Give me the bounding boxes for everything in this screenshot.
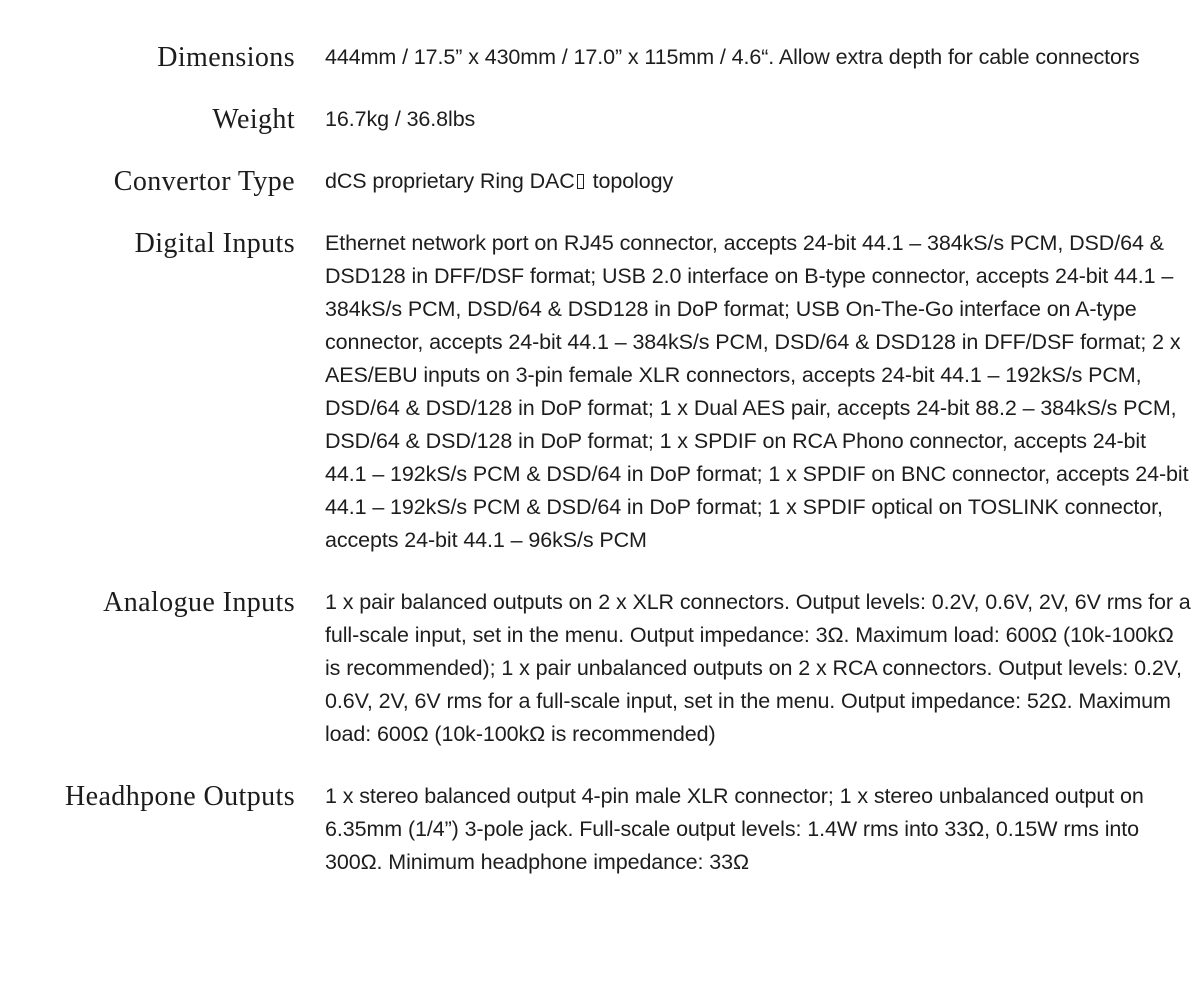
spec-value-text-before-glyph: dCS proprietary Ring DAC [325, 169, 575, 193]
spec-label-digital-inputs: Digital Inputs [134, 228, 295, 259]
spec-row-dimensions [0, 41, 1200, 74]
spec-value-dimensions: 444mm / 17.5” x 430mm / 17.0” x 115mm / 4.6“. Allow extra depth for cable connectors [325, 45, 1140, 69]
spec-value-digital-inputs: Ethernet network port on RJ45 connector, accepts 24-bit 44.1 – 384kS/s PCM, DSD/64 & DSD128 in DFF/DSF format; USB 2.0 interface on B-type connector, accepts 24-bit 44.1 – 384kS/s PCM, DSD/64 & DSD128 in DoP format; USB On-The-Go interface on A-type connector, accepts 24-bit 44.1 – 384kS/s PCM, DSD/64 & DSD128 in DFF/DSF format; 2 x AES/EBU inputs on 3-pin female XLR connectors, accepts 24-bit 44.1 – 192kS/s PCM, DSD/64 & DSD/128 in DoP format; 1 x Dual AES pair, accepts 24-bit 88.2 – 384kS/s PCM, DSD/64 & DSD/128 in DoP format; 1 x SPDIF on RCA Phono connector, accepts 24-bit 44.1 – 192kS/s PCM & DSD/64 in DoP format; 1 x SPDIF on BNC connector, accepts 24-bit 44.1 – 192kS/s PCM & DSD/64 in DoP format; 1 x SPDIF optical on TOSLINK connector, accepts 24-bit 44.1 – 96kS/s PCM [325, 231, 1189, 552]
spec-row-digital-inputs [0, 227, 1200, 557]
missing-glyph-box-icon [577, 174, 584, 189]
spec-row-headphone-outputs [0, 780, 1200, 879]
spec-value-analogue-inputs: 1 x pair balanced outputs on 2 x XLR connectors. Output levels: 0.2V, 0.6V, 2V, 6V rms for a full-scale input, set in the menu. Output impedance: 3Ω. Maximum load: 600Ω (10k-100kΩ is recommended); 1 x pair unbalanced outputs on 2 x RCA connectors. Output levels: 0.2V, 0.6V, 2V, 6V rms for a full-scale input, set in the menu. Output impedance: 52Ω. Maximum load: 600Ω (10k-100kΩ is recommended) [325, 590, 1191, 746]
spec-row-weight [0, 103, 1200, 136]
spec-value-weight: 16.7kg / 36.8lbs [325, 107, 476, 131]
spec-label-weight: Weight [212, 104, 295, 135]
spec-label-headphone-outputs: Headhpone Outputs [65, 781, 295, 812]
spec-value-convertor-type [325, 165, 1193, 198]
spec-row-analogue-inputs [0, 586, 1200, 751]
spec-label-convertor-type: Convertor Type [113, 166, 295, 197]
spec-value-text-after-glyph: topology [586, 169, 674, 193]
spec-label-analogue-inputs: Analogue Inputs [103, 587, 295, 618]
spec-value-headphone-outputs: 1 x stereo balanced output 4-pin male XLR connector; 1 x stereo unbalanced output on 6.35mm (1/4”) 3-pole jack. Full-scale output levels: 1.4W rms into 33Ω, 0.15W rms into 300Ω. Minimum headphone impedance: 33Ω [325, 784, 1144, 874]
spec-label-dimensions: Dimensions [157, 42, 295, 73]
spec-row-convertor-type [0, 165, 1200, 198]
